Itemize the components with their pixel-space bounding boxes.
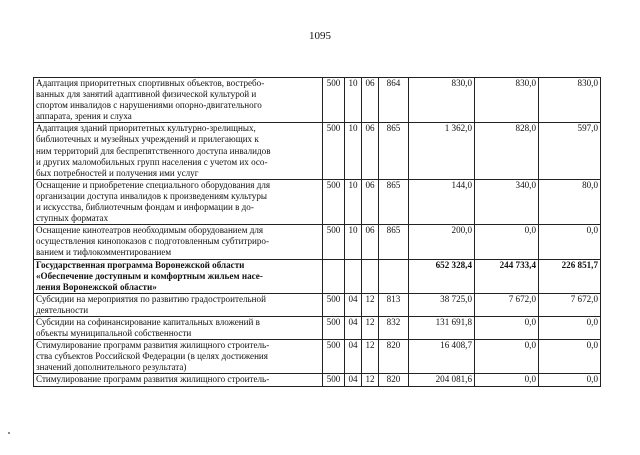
section-code-cell: 10 — [345, 123, 362, 179]
description-line: и искусства, библиотечным фондам и информации в до- — [36, 202, 254, 213]
row-description — [34, 293, 323, 316]
amount-cell-3: 0,0 — [539, 374, 601, 386]
description-line: ванных для занятий адаптивной физической культурой и — [36, 89, 257, 100]
subsection-code-cell: 12 — [362, 340, 379, 374]
subsection-code-cell: 06 — [362, 78, 379, 123]
row-description — [34, 374, 323, 386]
amount-cell-1: 652 328,4 — [409, 259, 475, 293]
subsection-code-cell: 12 — [362, 374, 379, 386]
amount-cell-1: 204 081,6 — [409, 374, 475, 386]
page-number: 1095 — [309, 30, 331, 42]
section-code-cell: 10 — [345, 78, 362, 123]
table-row — [34, 179, 601, 224]
amount-cell-3: 226 851,7 — [539, 259, 601, 293]
ministry-code-cell: 500 — [323, 374, 345, 386]
description-line: спортом инвалидов с нарушениями опорно-двигательного — [36, 100, 262, 111]
amount-cell-2: 340,0 — [475, 179, 539, 224]
section-code-cell: 10 — [345, 179, 362, 224]
description-line: ступных форматах — [36, 213, 109, 224]
amount-cell-2: 0,0 — [475, 316, 539, 339]
target-item-code-cell: 832 — [379, 316, 409, 339]
amount-cell-3: 0,0 — [539, 316, 601, 339]
target-item-code-cell: 865 — [379, 179, 409, 224]
ministry-code-cell: 500 — [323, 316, 345, 339]
description-line: Оснащение кинотеатров необходимым оборудованием для — [36, 225, 264, 236]
subsection-code-cell: 12 — [362, 293, 379, 316]
subsection-code-cell: 12 — [362, 316, 379, 339]
amount-cell-2: 830,0 — [475, 78, 539, 123]
row-description — [34, 225, 323, 259]
description-line: деятельности — [36, 304, 89, 315]
amount-cell-1: 830,0 — [409, 78, 475, 123]
target-item-code-cell: 865 — [379, 225, 409, 259]
description-line: ления Воронежской области» — [36, 281, 157, 292]
table-row — [34, 374, 601, 386]
description-line: Адаптация приоритетных спортивных объектов, востребо- — [36, 78, 265, 88]
amount-cell-3: 830,0 — [539, 78, 601, 123]
amount-cell-1: 144,0 — [409, 179, 475, 224]
amount-cell-2: 0,0 — [475, 374, 539, 386]
section-code-cell: 04 — [345, 340, 362, 374]
section-code-cell — [345, 259, 362, 293]
description-line: ним территорий для беспрепятственного доступа инвалидов — [36, 145, 271, 156]
amount-cell-1: 16 408,7 — [409, 340, 475, 374]
section-code-cell: 04 — [345, 316, 362, 339]
subsection-code-cell: 06 — [362, 179, 379, 224]
target-item-code-cell: 820 — [379, 340, 409, 374]
description-line: Субсидии на мероприятия по развитию градостроительной — [36, 293, 266, 304]
description-line: библиотечных и музейных учреждений и прилегающих к — [36, 134, 259, 145]
target-item-code-cell: 813 — [379, 293, 409, 316]
description-line: объекты муниципальной собственности — [36, 328, 192, 339]
table-row — [34, 259, 601, 293]
section-code-cell: 04 — [345, 293, 362, 316]
scan-speck — [8, 432, 10, 434]
subsection-code-cell: 06 — [362, 123, 379, 179]
amount-cell-2: 244 733,4 — [475, 259, 539, 293]
description-line: аппарата, зрения и слуха — [36, 111, 132, 122]
target-item-code-cell — [379, 259, 409, 293]
description-line: и других маломобильных групп населения с учетом их осо- — [36, 156, 268, 167]
description-line: бых потребностей и получения ими услуг — [36, 167, 199, 178]
table-row — [34, 340, 601, 374]
amount-cell-2: 0,0 — [475, 225, 539, 259]
row-description — [34, 179, 323, 224]
description-line: значений дополнительного результата) — [36, 362, 187, 373]
description-line: Субсидии на софинансирование капитальных вложений в — [36, 316, 260, 327]
target-item-code-cell: 864 — [379, 78, 409, 123]
description-line: Стимулирование программ развития жилищного строитель- — [36, 374, 270, 385]
description-line: Государственная программа Воронежской области — [36, 259, 245, 270]
subsection-code-cell — [362, 259, 379, 293]
ministry-code-cell: 500 — [323, 293, 345, 316]
table-row — [34, 293, 601, 316]
row-description — [34, 123, 323, 179]
section-code-cell: 10 — [345, 225, 362, 259]
amount-cell-3: 7 672,0 — [539, 293, 601, 316]
row-description — [34, 259, 323, 293]
table-row — [34, 225, 601, 259]
table-row — [34, 123, 601, 179]
description-line: осуществления кинопоказов с подготовленным субтитриро- — [36, 236, 270, 247]
description-line: организации доступа инвалидов к произведениям культуры — [36, 190, 267, 201]
amount-cell-3: 597,0 — [539, 123, 601, 179]
budget-table-body — [34, 78, 601, 387]
description-line: Адаптация зданий приоритетных культурно-зрелищных, — [36, 123, 256, 134]
budget-table — [33, 77, 601, 387]
subsection-code-cell: 06 — [362, 225, 379, 259]
row-description — [34, 340, 323, 374]
ministry-code-cell: 500 — [323, 78, 345, 123]
description-line: ванием и тифлокомментированием — [36, 247, 172, 258]
amount-cell-1: 131 691,8 — [409, 316, 475, 339]
description-line: Стимулирование программ развития жилищного строитель- — [36, 340, 270, 351]
description-line: ства субъектов Российской Федерации (в целях достижения — [36, 351, 268, 362]
table-row — [34, 316, 601, 339]
amount-cell-2: 828,0 — [475, 123, 539, 179]
amount-cell-3: 0,0 — [539, 340, 601, 374]
amount-cell-1: 1 362,0 — [409, 123, 475, 179]
section-code-cell: 04 — [345, 374, 362, 386]
amount-cell-1: 200,0 — [409, 225, 475, 259]
amount-cell-2: 7 672,0 — [475, 293, 539, 316]
amount-cell-2: 0,0 — [475, 340, 539, 374]
description-line: Оснащение и приобретение специального оборудования для — [36, 179, 271, 190]
description-line: «Обеспечение доступным и комфортным жильем насе- — [36, 270, 263, 281]
target-item-code-cell: 865 — [379, 123, 409, 179]
row-description — [34, 316, 323, 339]
amount-cell-3: 80,0 — [539, 179, 601, 224]
amount-cell-3: 0,0 — [539, 225, 601, 259]
target-item-code-cell: 820 — [379, 374, 409, 386]
ministry-code-cell: 500 — [323, 123, 345, 179]
table-row — [34, 78, 601, 123]
amount-cell-1: 38 725,0 — [409, 293, 475, 316]
ministry-code-cell: 500 — [323, 225, 345, 259]
ministry-code-cell: 500 — [323, 340, 345, 374]
ministry-code-cell: 500 — [323, 179, 345, 224]
row-description — [34, 78, 323, 123]
ministry-code-cell — [323, 259, 345, 293]
